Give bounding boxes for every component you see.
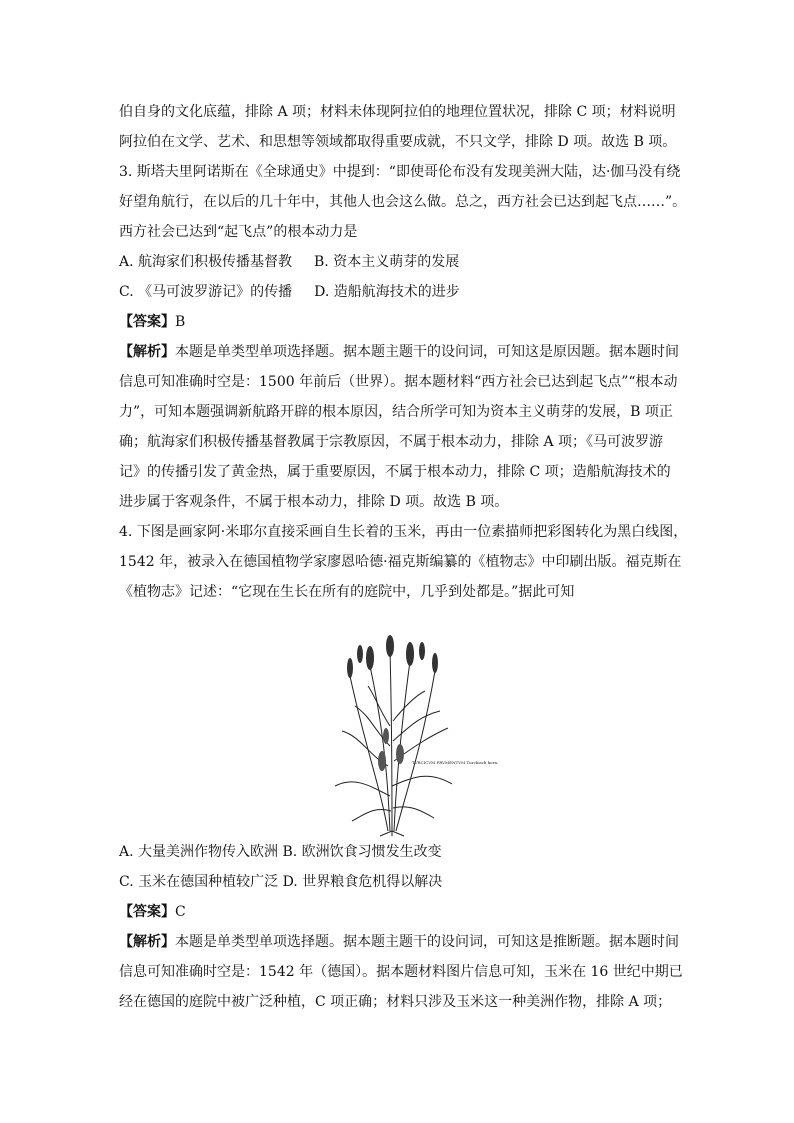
question-4-stem: 4. 下图是画家阿·米耶尔直接采画自生长着的玉米，再由一位素描师把彩图转化为黑白线图， (119, 524, 688, 540)
text-line: 阿拉伯在文学、艺术、和思想等领域都取得重要成就，不只文学，排除 D 项。故选 B 项。 (119, 134, 677, 150)
answer-tag: 【答案】 (119, 314, 175, 330)
option-d: D. 世界粮食危机得以解决 (282, 874, 443, 890)
question-3-analysis (119, 337, 679, 367)
analysis-text: 本题是单类型单项选择题。据本题主题干的设问词，可知这是推断题。据本题时间 (175, 934, 679, 950)
answer-value: B (175, 314, 186, 330)
option-a: A. 大量美洲作物传入欧洲 (119, 844, 279, 860)
analysis-text: 本题是单类型单项选择题。据本题主题干的设问词，可知这是原因题。据本题时间 (175, 344, 679, 360)
analysis-text: 力”，可知本题强调新航路开辟的根本原因，结合所学可知为资本主义萌芽的发展，B 项正 (119, 404, 673, 420)
analysis-text: 确；航海家们积极传播基督教属于宗教原因，不属于根本动力，排除 A 项；《马可波罗游 (119, 434, 664, 450)
question-4-stem: 1542 年，被录入在德国植物学家廖恩哈德·福克斯编纂的《植物志》中印刷出版。福克斯在 (119, 554, 682, 570)
analysis-text: 信息可知准确时空是：1500 年前后（世界）。据本题材料“西方社会已达到起飞点”“根本动 (119, 374, 678, 390)
option-c: C. 《马可波罗游记》的传播 (119, 284, 293, 300)
question-4-continued (119, 837, 683, 1017)
question-4-stem: 《植物志》记述：“它现在生长在所有的庭院中，几乎到处都是。”据此可知 (119, 584, 575, 600)
question-4-options-cd (119, 867, 679, 897)
option-c: C. 玉米在德国种植较广泛 (119, 874, 279, 890)
question-4-answer (119, 897, 679, 927)
question-4-analysis (119, 927, 679, 957)
question-3-stem: 好望角航行，在以后的几十年中，其他人也会这么做。总之，西方社会已达到起飞点……”。 (119, 194, 687, 210)
question-3-options-ab (119, 247, 679, 277)
question-3-stem: 3. 斯塔夫里阿诺斯在《全球通史》中提到：“即使哥伦布没有发现美洲大陆，达·伽马没有绕 (119, 164, 681, 180)
corn-plant-drawing (330, 636, 499, 836)
question-3-stem: 西方社会已达到“起飞点”的根本动力是 (119, 224, 358, 240)
question-3-answer (119, 307, 679, 337)
analysis-text: 经在德国的庭院中被广泛种植，C 项正确；材料只涉及玉米这一种美洲作物，排除 A 项； (119, 994, 672, 1010)
corn-plant-illustration (330, 636, 499, 836)
analysis-tag: 【解析】 (119, 344, 175, 360)
answer-tag: 【答案】 (119, 904, 175, 920)
question-4-options-ab (119, 837, 679, 867)
answer-value: C (175, 904, 186, 920)
figure-label: TVRCICVM FRVMENTVM Turckisch korn. (412, 760, 499, 765)
analysis-text: 信息可知准确时空是：1542 年（德国）。据本题材料图片信息可知，玉米在 16 世纪中期已 (119, 964, 683, 980)
document-page (119, 97, 688, 607)
analysis-tag: 【解析】 (119, 934, 175, 950)
option-a: A. 航海家们积极传播基督教 (119, 254, 293, 270)
analysis-text: 记》的传播引发了黄金热，属于重要原因，不属于根本动力，排除 C 项；造船航海技术的 (119, 464, 671, 480)
analysis-text: 进步属于客观条件，不属于根本动力，排除 D 项。故选 B 项。 (119, 494, 509, 510)
question-3-options-cd (119, 277, 679, 307)
option-b: B. 资本主义萌芽的发展 (314, 254, 460, 270)
text-line: 伯自身的文化底蕴，排除 A 项；材料未体现阿拉伯的地理位置状况，排除 C 项；材料说明 (119, 104, 676, 120)
option-d: D. 造船航海技术的进步 (314, 284, 460, 300)
option-b: B. 欧洲饮食习惯发生改变 (282, 844, 442, 860)
